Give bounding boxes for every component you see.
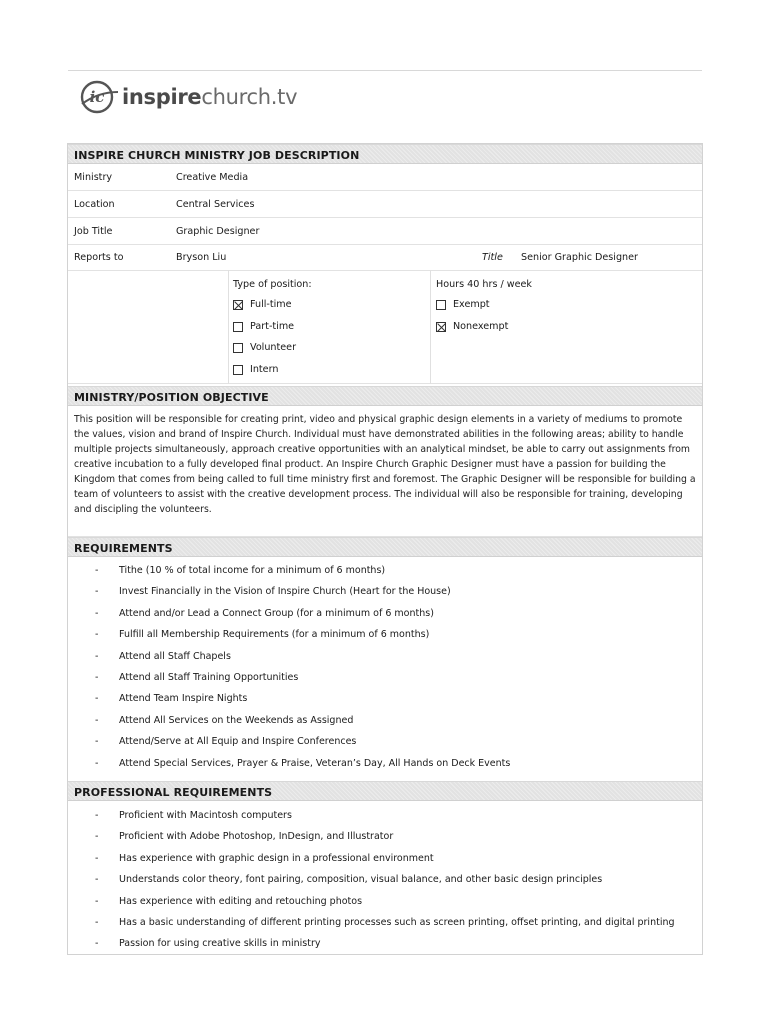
inspirechurch-logo [78,80,297,114]
volunteer-checkbox[interactable] [233,343,243,353]
location-row [68,191,702,218]
requirements-heading: REQUIREMENTS [68,537,702,557]
list-item: - Tithe (10 % of total income for a minimum of 6 months) [95,565,386,576]
objective-text: This position will be responsible for creating print, video and physical graphic design elements in a variety of mediums to promote the values, vision and brand of Inspire Church. Individual must have demonstrated abilities in the following areas; ability to handle multiple projects simultaneously, approach creative opportunities with an analytical mindset, be able to carry out assignments from creative incubation to a fully developed final product. An Inspire Church Graphic Designer must have a passion for building the Kingdom that comes from being called to full time ministry first and foremost. The Graphic Designer will be responsible for building a team of volunteers to assist with the creative development process. The individual will also be responsible for training, developing and discipling the volunteers. [68,407,702,537]
reports-to-row [68,244,702,271]
location-value: Central Services [176,199,255,210]
list-item: - Has experience with editing and retouching photos [95,895,363,907]
list-item: - Has experience with graphic design in a professional environment [95,852,434,864]
list-item: - Fulfill all Membership Requirements (for a minimum of 6 months) [95,629,430,641]
ministry-label: Ministry [74,172,113,183]
nonexempt-label: Nonexempt [453,321,509,332]
job-title-row [68,218,702,245]
list-item: - Attend/Serve at All Equip and Inspire Conferences [95,736,357,748]
list-item: - Passion for using creative skills in ministry [95,938,321,950]
hours-label: Hours 40 hrs / week [436,279,532,290]
intern-label: Intern [250,364,279,375]
exempt-checkbox[interactable] [436,300,446,310]
logo-wordmark: inspirechurch.tv [122,85,298,109]
list-item: - Attend all Staff Chapels [95,650,231,662]
reports-to-label: Reports to [74,252,124,263]
exempt-label: Exempt [453,299,490,310]
professional-requirements-heading: PROFESSIONAL REQUIREMENTS [68,781,702,801]
list-item: - Attend and/or Lead a Connect Group (for a minimum of 6 months) [95,607,434,619]
intern-checkbox[interactable] [233,365,243,375]
list-item: - Attend Special Services, Prayer & Praise, Veteran’s Day, All Hands on Deck Events [95,757,511,769]
ministry-row [68,164,702,191]
form-title: INSPIRE CHURCH MINISTRY JOB DESCRIPTION [68,144,702,164]
volunteer-label: Volunteer [250,342,297,353]
nonexempt-option[interactable] [436,321,508,332]
part-time-option[interactable] [233,321,294,332]
full-time-checkbox[interactable] [233,300,243,310]
list-item: - Understands color theory, font pairing, composition, visual balance, and other basic design principles [95,874,603,886]
requirements-list [68,560,702,774]
list-item: - Attend All Services on the Weekends as Assigned [95,714,354,726]
top-divider [68,70,702,71]
list-item: - Attend all Staff Training Opportunities [95,671,299,683]
list-item: - Proficient with Adobe Photoshop, InDesign, and Illustrator [95,831,394,843]
column-divider [228,270,229,384]
job-description-form [67,143,703,955]
intern-option[interactable] [233,364,278,375]
full-time-label: Full-time [250,299,292,310]
full-time-option[interactable] [233,299,292,310]
list-item: - Attend Team Inspire Nights [95,693,248,705]
type-of-position-label: Type of position: [233,279,312,290]
logo-mark-text: ic [89,88,105,106]
column-divider [430,270,431,384]
professional-requirements-list [68,805,702,955]
ic-logo-icon [78,80,120,114]
position-type-section [68,270,702,384]
supervisor-title-value: Senior Graphic Designer [521,252,638,263]
location-label: Location [74,199,115,210]
part-time-label: Part-time [250,321,295,332]
list-item: - Invest Financially in the Vision of Inspire Church (Heart for the House) [95,586,451,598]
list-item: - Proficient with Macintosh computers [95,810,292,821]
job-title-value: Graphic Designer [176,226,260,237]
nonexempt-checkbox[interactable] [436,322,446,332]
list-item: - Has a basic understanding of different printing processes such as screen printing, offset printing, and digital printing [95,916,675,928]
part-time-checkbox[interactable] [233,322,243,332]
objective-heading: MINISTRY/POSITION OBJECTIVE [68,386,702,406]
supervisor-title-label: Title [482,252,503,263]
job-title-label: Job Title [74,226,113,237]
ministry-value: Creative Media [176,172,249,183]
exempt-option[interactable] [436,299,490,310]
volunteer-option[interactable] [233,342,296,353]
reports-to-value: Bryson Liu [176,252,227,263]
